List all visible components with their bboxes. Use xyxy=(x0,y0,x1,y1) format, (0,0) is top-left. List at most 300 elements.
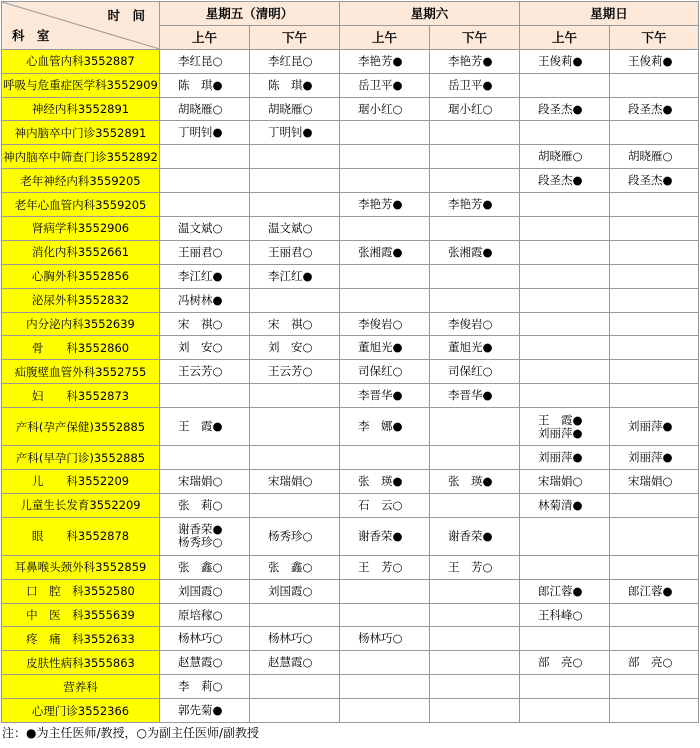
doctor-name: 王俊莉● xyxy=(538,53,583,68)
sunday-pm-header: 下午 xyxy=(610,25,699,49)
doctor-name: 刘国霞○ xyxy=(268,583,313,598)
schedule-cell-friday-am xyxy=(160,493,250,517)
schedule-cell-saturday-am xyxy=(340,121,430,145)
table-row xyxy=(2,699,699,723)
schedule-cell-saturday-am xyxy=(340,73,430,97)
schedule-cell-friday-pm xyxy=(250,446,340,470)
table-row xyxy=(2,97,699,121)
doctor-name: 李晋华● xyxy=(358,388,403,403)
doctor-name: 胡晓雁○ xyxy=(268,101,313,116)
doctor-name: 琚小红○ xyxy=(358,101,403,116)
schedule-cell-saturday-pm xyxy=(430,627,520,651)
schedule-cell-sunday-pm xyxy=(610,240,699,264)
schedule-cell-friday-am xyxy=(160,603,250,627)
footnote: 注：●为主任医师/教授，○为副主任医师/副教授 xyxy=(2,726,260,740)
doctor-name: 李俊岩○ xyxy=(358,316,403,331)
schedule-cell-friday-pm xyxy=(250,288,340,312)
schedule-cell-saturday-am xyxy=(340,193,430,217)
doctor-name: 王俊莉● xyxy=(628,53,673,68)
schedule-cell-friday-am xyxy=(160,312,250,336)
schedule-cell-friday-am xyxy=(160,446,250,470)
time-header-label: 时 间 xyxy=(107,8,149,23)
doctor-name: 张 鑫○ xyxy=(178,559,223,574)
doctor-name: 丁明钊● xyxy=(178,125,223,140)
schedule-cell-saturday-pm xyxy=(430,288,520,312)
department-cell: 妇 科3552873 xyxy=(2,384,160,408)
schedule-cell-sunday-pm xyxy=(610,651,699,675)
schedule-cell-saturday-am xyxy=(340,336,430,360)
schedule-cell-saturday-am xyxy=(340,470,430,494)
schedule-cell-friday-am xyxy=(160,579,250,603)
schedule-cell-saturday-am xyxy=(340,651,430,675)
schedule-cell-sunday-am xyxy=(520,312,610,336)
doctor-name: 段圣杰● xyxy=(628,101,673,116)
department-cell: 营养科 xyxy=(2,675,160,699)
table-row xyxy=(2,169,699,193)
schedule-cell-saturday-pm xyxy=(430,217,520,241)
department-cell: 骨 科3552860 xyxy=(2,336,160,360)
department-cell: 口 腔 科3552580 xyxy=(2,579,160,603)
schedule-cell-saturday-am xyxy=(340,264,430,288)
schedule-cell-sunday-pm xyxy=(610,603,699,627)
schedule-cell-sunday-am xyxy=(520,193,610,217)
department-header-label: 科 室 xyxy=(12,27,54,43)
schedule-cell-friday-am xyxy=(160,517,250,555)
doctor-name: 杨秀珍○ xyxy=(268,528,313,543)
table-row xyxy=(2,49,699,73)
schedule-cell-friday-am xyxy=(160,145,250,169)
schedule-cell-sunday-pm xyxy=(610,264,699,288)
schedule-cell-sunday-pm xyxy=(610,49,699,73)
department-cell: 心理门诊3552366 xyxy=(2,699,160,723)
doctor-name: 温文斌○ xyxy=(178,220,223,235)
schedule-cell-sunday-am xyxy=(520,675,610,699)
schedule-cell-saturday-pm xyxy=(430,446,520,470)
table-row xyxy=(2,288,699,312)
schedule-cell-friday-am xyxy=(160,651,250,675)
schedule-cell-sunday-am xyxy=(520,264,610,288)
schedule-cell-saturday-am xyxy=(340,169,430,193)
department-cell: 消化内科3552661 xyxy=(2,240,160,264)
schedule-cell-friday-pm xyxy=(250,121,340,145)
schedule-cell-sunday-am xyxy=(520,699,610,723)
doctor-name: 胡晓雁○ xyxy=(628,149,673,164)
schedule-cell-friday-am xyxy=(160,408,250,446)
schedule-cell-saturday-am xyxy=(340,360,430,384)
doctor-name: 王丽君○ xyxy=(268,244,313,259)
schedule-cell-saturday-pm xyxy=(430,312,520,336)
schedule-cell-sunday-pm xyxy=(610,517,699,555)
table-row xyxy=(2,240,699,264)
department-cell: 老年心血管内科3559205 xyxy=(2,193,160,217)
department-cell: 产科(孕产保健)3552885 xyxy=(2,408,160,446)
schedule-cell-friday-am xyxy=(160,675,250,699)
doctor-name: 张 瑛● xyxy=(358,473,403,488)
schedule-cell-sunday-am xyxy=(520,517,610,555)
schedule-cell-friday-am xyxy=(160,699,250,723)
schedule-cell-friday-am xyxy=(160,336,250,360)
department-cell: 内分泌内科3552639 xyxy=(2,312,160,336)
doctor-name: 张湘霞● xyxy=(448,244,493,259)
schedule-cell-saturday-pm xyxy=(430,240,520,264)
schedule-cell-sunday-pm xyxy=(610,384,699,408)
doctor-name: 冯树林● xyxy=(178,292,223,307)
doctor-name: 部 亮○ xyxy=(628,655,673,670)
schedule-cell-friday-am xyxy=(160,121,250,145)
doctor-name: 胡晓雁○ xyxy=(538,149,583,164)
schedule-cell-sunday-am xyxy=(520,217,610,241)
doctor-name: 刘 安○ xyxy=(178,340,223,355)
schedule-cell-sunday-pm xyxy=(610,446,699,470)
schedule-cell-saturday-am xyxy=(340,49,430,73)
schedule-cell-saturday-am xyxy=(340,408,430,446)
schedule-cell-sunday-am xyxy=(520,493,610,517)
schedule-cell-sunday-am xyxy=(520,49,610,73)
schedule-cell-friday-pm xyxy=(250,336,340,360)
schedule-cell-sunday-pm xyxy=(610,97,699,121)
schedule-cell-saturday-pm xyxy=(430,360,520,384)
schedule-cell-saturday-pm xyxy=(430,579,520,603)
day-header-sunday: 星期日 xyxy=(520,2,699,26)
department-cell: 心血管内科3552887 xyxy=(2,49,160,73)
table-row xyxy=(2,470,699,494)
doctor-name: 郭先菊● xyxy=(178,703,223,718)
department-cell: 老年神经内科3559205 xyxy=(2,169,160,193)
schedule-cell-friday-pm xyxy=(250,627,340,651)
schedule-cell-friday-pm xyxy=(250,384,340,408)
schedule-cell-friday-pm xyxy=(250,97,340,121)
schedule-cell-sunday-am xyxy=(520,73,610,97)
schedule-cell-friday-pm xyxy=(250,699,340,723)
table-row xyxy=(2,384,699,408)
department-cell: 泌尿外科3552832 xyxy=(2,288,160,312)
doctor-name: 张 瑛● xyxy=(448,473,493,488)
doctor-name: 董旭光● xyxy=(358,340,403,355)
schedule-cell-saturday-pm xyxy=(430,675,520,699)
schedule-cell-friday-am xyxy=(160,264,250,288)
schedule-cell-sunday-am xyxy=(520,651,610,675)
table-row xyxy=(2,336,699,360)
schedule-cell-sunday-am xyxy=(520,145,610,169)
table-row xyxy=(2,603,699,627)
schedule-cell-friday-pm xyxy=(250,193,340,217)
schedule-cell-sunday-am xyxy=(520,555,610,579)
doctor-name: 原培稼○ xyxy=(178,607,223,622)
header-row-days xyxy=(2,2,699,26)
schedule-cell-saturday-am xyxy=(340,312,430,336)
friday-pm-header: 下午 xyxy=(250,25,340,49)
doctor-name: 林菊清● xyxy=(538,497,583,512)
table-row xyxy=(2,217,699,241)
doctor-name: 宋瑞娟○ xyxy=(628,473,673,488)
doctor-name: 宋 祺○ xyxy=(178,316,223,331)
doctor-name: 宋瑞娟○ xyxy=(268,473,313,488)
schedule-cell-sunday-pm xyxy=(610,145,699,169)
schedule-cell-sunday-am xyxy=(520,384,610,408)
schedule-cell-friday-pm xyxy=(250,555,340,579)
doctor-name: 赵慧霞○ xyxy=(178,655,223,670)
doctor-name: 宋瑞娟○ xyxy=(178,473,223,488)
schedule-cell-friday-pm xyxy=(250,360,340,384)
schedule-cell-saturday-pm xyxy=(430,384,520,408)
doctor-name: 谢香荣● xyxy=(178,522,223,537)
doctor-name: 陈 琪● xyxy=(268,77,313,92)
schedule-cell-sunday-pm xyxy=(610,555,699,579)
doctor-name: 赵慧霞○ xyxy=(268,655,313,670)
doctor-name: 丁明钊● xyxy=(268,125,313,140)
schedule-cell-friday-am xyxy=(160,384,250,408)
table-row xyxy=(2,517,699,555)
table-row xyxy=(2,193,699,217)
doctor-name: 刘丽萍● xyxy=(628,419,673,434)
doctor-name: 李晋华● xyxy=(448,388,493,403)
schedule-cell-saturday-am xyxy=(340,699,430,723)
schedule-cell-sunday-pm xyxy=(610,73,699,97)
schedule-cell-saturday-pm xyxy=(430,145,520,169)
doctor-name: 司保红○ xyxy=(448,364,493,379)
schedule-cell-sunday-am xyxy=(520,336,610,360)
doctor-name: 张 鑫○ xyxy=(268,559,313,574)
schedule-cell-friday-pm xyxy=(250,240,340,264)
department-cell: 心胸外科3552856 xyxy=(2,264,160,288)
schedule-cell-saturday-am xyxy=(340,446,430,470)
schedule-table xyxy=(1,1,699,723)
schedule-cell-friday-am xyxy=(160,360,250,384)
schedule-cell-sunday-pm xyxy=(610,699,699,723)
doctor-name: 杨林巧○ xyxy=(358,631,403,646)
doctor-name: 谢香荣● xyxy=(448,528,493,543)
table-row xyxy=(2,121,699,145)
schedule-cell-saturday-am xyxy=(340,384,430,408)
schedule-cell-saturday-am xyxy=(340,627,430,651)
doctor-name: 李艳芳● xyxy=(448,197,493,212)
schedule-cell-saturday-pm xyxy=(430,193,520,217)
schedule-cell-saturday-am xyxy=(340,288,430,312)
schedule-cell-sunday-am xyxy=(520,121,610,145)
table-row xyxy=(2,651,699,675)
table-row xyxy=(2,675,699,699)
schedule-cell-friday-pm xyxy=(250,145,340,169)
day-header-saturday: 星期六 xyxy=(340,2,520,26)
doctor-name: 胡晓雁○ xyxy=(178,101,223,116)
doctor-name: 刘丽萍● xyxy=(628,450,673,465)
table-row xyxy=(2,73,699,97)
friday-am-header: 上午 xyxy=(160,25,250,49)
table-row xyxy=(2,360,699,384)
schedule-cell-friday-pm xyxy=(250,493,340,517)
department-cell: 神经内科3552891 xyxy=(2,97,160,121)
schedule-cell-saturday-am xyxy=(340,675,430,699)
schedule-cell-sunday-am xyxy=(520,408,610,446)
doctor-name: 杨林巧○ xyxy=(268,631,313,646)
schedule-cell-sunday-pm xyxy=(610,217,699,241)
department-cell: 眼 科3552878 xyxy=(2,517,160,555)
day-header-friday: 星期五（清明） xyxy=(160,2,340,26)
department-cell: 产科(早孕门诊)3552885 xyxy=(2,446,160,470)
doctor-name: 李江红● xyxy=(268,268,313,283)
schedule-cell-saturday-pm xyxy=(430,699,520,723)
schedule-cell-friday-pm xyxy=(250,517,340,555)
table-row xyxy=(2,446,699,470)
doctor-name: 刘丽萍● xyxy=(538,450,583,465)
doctor-name: 刘丽萍● xyxy=(538,425,583,440)
schedule-cell-saturday-am xyxy=(340,603,430,627)
schedule-cell-saturday-pm xyxy=(430,49,520,73)
schedule-cell-sunday-pm xyxy=(610,169,699,193)
doctor-name: 李红昆○ xyxy=(268,53,313,68)
doctor-name: 李艳芳● xyxy=(358,53,403,68)
doctor-name: 张湘霞● xyxy=(358,244,403,259)
doctor-name: 岳卫平● xyxy=(448,77,493,92)
schedule-cell-saturday-am xyxy=(340,97,430,121)
schedule-cell-sunday-pm xyxy=(610,408,699,446)
doctor-name: 部 亮○ xyxy=(538,655,583,670)
table-row xyxy=(2,627,699,651)
schedule-cell-sunday-am xyxy=(520,470,610,494)
schedule-cell-friday-am xyxy=(160,49,250,73)
table-row xyxy=(2,579,699,603)
doctor-name: 杨秀珍○ xyxy=(178,535,223,550)
table-row xyxy=(2,145,699,169)
doctor-name: 宋 祺○ xyxy=(268,316,313,331)
schedule-cell-saturday-pm xyxy=(430,651,520,675)
doctor-name: 王云芳○ xyxy=(178,364,223,379)
department-cell: 神内脑卒中筛查门诊3552892 xyxy=(2,145,160,169)
doctor-name: 王云芳○ xyxy=(268,364,313,379)
schedule-cell-friday-am xyxy=(160,470,250,494)
doctor-name: 李 莉○ xyxy=(178,679,223,694)
schedule-cell-sunday-am xyxy=(520,97,610,121)
schedule-cell-sunday-pm xyxy=(610,121,699,145)
schedule-cell-friday-pm xyxy=(250,675,340,699)
schedule-cell-friday-am xyxy=(160,627,250,651)
schedule-cell-friday-pm xyxy=(250,651,340,675)
corner-header-cell xyxy=(2,2,160,50)
saturday-pm-header: 下午 xyxy=(430,25,520,49)
doctor-name: 司保红○ xyxy=(358,364,403,379)
schedule-cell-saturday-am xyxy=(340,579,430,603)
doctor-name: 宋瑞娟○ xyxy=(538,473,583,488)
department-cell: 疝腹壁血管外科3552755 xyxy=(2,360,160,384)
schedule-cell-saturday-pm xyxy=(430,603,520,627)
schedule-cell-friday-pm xyxy=(250,169,340,193)
sunday-am-header: 上午 xyxy=(520,25,610,49)
schedule-cell-sunday-pm xyxy=(610,470,699,494)
table-row xyxy=(2,264,699,288)
schedule-cell-sunday-am xyxy=(520,360,610,384)
schedule-cell-sunday-pm xyxy=(610,627,699,651)
doctor-name: 石 云○ xyxy=(358,497,403,512)
schedule-cell-friday-am xyxy=(160,169,250,193)
table-row xyxy=(2,555,699,579)
doctor-name: 李 娜● xyxy=(358,419,403,434)
schedule-cell-sunday-am xyxy=(520,446,610,470)
doctor-name: 温文斌○ xyxy=(268,220,313,235)
doctor-name: 王丽君○ xyxy=(178,244,223,259)
doctor-name: 岳卫平● xyxy=(358,77,403,92)
table-row xyxy=(2,312,699,336)
schedule-cell-saturday-pm xyxy=(430,336,520,360)
doctor-name: 陈 琪● xyxy=(178,77,223,92)
doctor-name: 李江红● xyxy=(178,268,223,283)
doctor-name: 董旭光● xyxy=(448,340,493,355)
doctor-name: 王 芳○ xyxy=(358,559,403,574)
schedule-cell-sunday-pm xyxy=(610,288,699,312)
schedule-cell-saturday-am xyxy=(340,493,430,517)
doctor-name: 琚小红○ xyxy=(448,101,493,116)
schedule-cell-sunday-pm xyxy=(610,579,699,603)
schedule-cell-saturday-pm xyxy=(430,470,520,494)
schedule-cell-sunday-pm xyxy=(610,193,699,217)
schedule-cell-friday-am xyxy=(160,97,250,121)
department-cell: 中 医 科3555639 xyxy=(2,603,160,627)
schedule-cell-saturday-am xyxy=(340,555,430,579)
doctor-name: 郎江蓉● xyxy=(538,583,583,598)
schedule-cell-saturday-am xyxy=(340,217,430,241)
schedule-cell-friday-am xyxy=(160,217,250,241)
schedule-cell-sunday-am xyxy=(520,627,610,651)
doctor-name: 李俊岩○ xyxy=(448,316,493,331)
schedule-cell-friday-pm xyxy=(250,49,340,73)
doctor-name: 刘 安○ xyxy=(268,340,313,355)
schedule-cell-friday-pm xyxy=(250,217,340,241)
schedule-cell-friday-am xyxy=(160,288,250,312)
doctor-name: 段圣杰● xyxy=(538,173,583,188)
schedule-cell-sunday-am xyxy=(520,288,610,312)
schedule-cell-sunday-pm xyxy=(610,493,699,517)
doctor-name: 杨林巧○ xyxy=(178,631,223,646)
doctor-name: 张 莉○ xyxy=(178,497,223,512)
department-cell: 儿 科3552209 xyxy=(2,470,160,494)
doctor-name: 谢香荣● xyxy=(358,528,403,543)
schedule-cell-saturday-am xyxy=(340,517,430,555)
table-row xyxy=(2,408,699,446)
schedule-cell-saturday-pm xyxy=(430,121,520,145)
schedule-cell-saturday-pm xyxy=(430,408,520,446)
doctor-name: 王 霞● xyxy=(538,412,583,427)
schedule-cell-saturday-pm xyxy=(430,73,520,97)
schedule-cell-sunday-pm xyxy=(610,360,699,384)
doctor-name: 刘国霞○ xyxy=(178,583,223,598)
schedule-cell-friday-am xyxy=(160,555,250,579)
schedule-cell-friday-am xyxy=(160,193,250,217)
doctor-name: 王 霞● xyxy=(178,419,223,434)
doctor-name: 段圣杰● xyxy=(628,173,673,188)
schedule-cell-friday-am xyxy=(160,240,250,264)
schedule-cell-friday-pm xyxy=(250,579,340,603)
schedule-cell-friday-pm xyxy=(250,312,340,336)
schedule-cell-friday-am xyxy=(160,73,250,97)
schedule-cell-friday-pm xyxy=(250,408,340,446)
schedule-cell-friday-pm xyxy=(250,603,340,627)
saturday-am-header: 上午 xyxy=(340,25,430,49)
doctor-name: 郎江蓉● xyxy=(628,583,673,598)
schedule-cell-saturday-pm xyxy=(430,517,520,555)
schedule-cell-saturday-am xyxy=(340,145,430,169)
department-cell: 耳鼻喉头颈外科3552859 xyxy=(2,555,160,579)
doctor-name: 李艳芳● xyxy=(448,53,493,68)
schedule-cell-friday-pm xyxy=(250,470,340,494)
schedule-cell-sunday-pm xyxy=(610,675,699,699)
schedule-cell-saturday-pm xyxy=(430,555,520,579)
schedule-cell-friday-pm xyxy=(250,73,340,97)
schedule-cell-sunday-pm xyxy=(610,336,699,360)
department-cell: 肾病学科3552906 xyxy=(2,217,160,241)
schedule-cell-sunday-am xyxy=(520,240,610,264)
doctor-name: 段圣杰● xyxy=(538,101,583,116)
schedule-cell-sunday-am xyxy=(520,603,610,627)
department-cell: 呼吸与危重症医学科3552909 xyxy=(2,73,160,97)
